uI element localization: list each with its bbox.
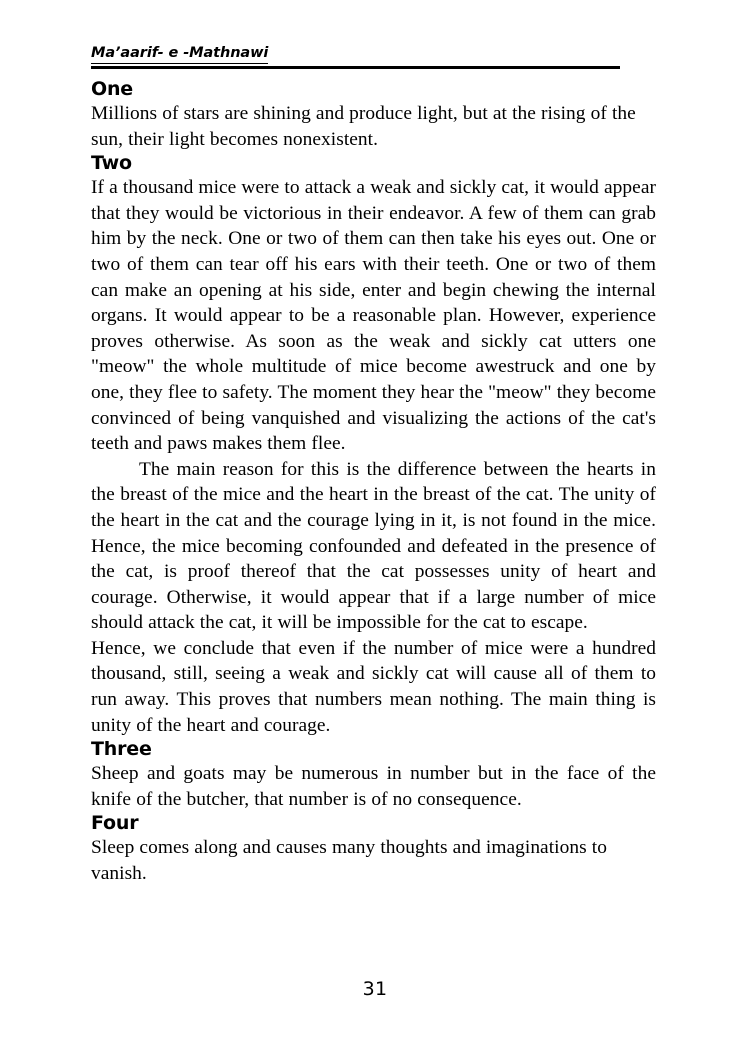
running-header-title: Ma’aarif- e -Mathnawi — [91, 45, 268, 64]
page-content — [91, 44, 656, 887]
section-heading-one: One — [91, 78, 133, 100]
section-heading-three: Three — [91, 738, 152, 761]
section-four-paragraph-1: Sleep comes along and causes many thoughts and imaginations to vanish. — [91, 837, 607, 885]
section-two-paragraph-3: Hence, we conclude that even if the number of mice were a hundred thousand, still, seeing a weak and sickly cat will cause all of them to run away. This proves that numbers mean nothing. The main thing is unity of the heart and courage. — [91, 637, 656, 736]
section-heading-four: Four — [91, 812, 139, 835]
section-one-paragraph-1: Millions of stars are shining and produce light, but at the rising of the sun, their light becomes nonexistent. — [91, 103, 636, 150]
page-number: 31 — [362, 978, 388, 1000]
section-three-paragraph-1: Sheep and goats may be numerous in number but in the face of the knife of the butcher, that number is of no consequence. — [91, 763, 656, 810]
section-heading-two: Two — [91, 152, 132, 175]
header-divider-rule — [91, 66, 620, 69]
section-two-paragraph-1: If a thousand mice were to attack a weak and sickly cat, it would appear that they would be victorious in their endeavor. A few of them can grab him by the neck. One or two of them can then take his eyes out. One or two of them can tear off his ears with their teeth. One or two of them can make an opening at his side, enter and begin chewing the internal organs. It would appear to be a reasonable plan. However, experience proves otherwise. As soon as the weak and sickly cat utters one "meow" the whole multitude of mice become awestruck and one by one, they flee to safety. The moment they hear the "meow" they become convinced of being vanquished and visualizing the actions of the cat's teeth and paws makes them flee. — [91, 177, 656, 455]
running-header — [91, 44, 656, 78]
section-two-paragraph-2: The main reason for this is the difference between the hearts in the breast of the mice and the heart in the breast of the cat. The unity of the heart in the cat and the courage lying in it, is not found in the mice. Hence, the mice becoming confounded and defeated in the presence of the cat, is proof thereof that the cat possesses unity of heart and courage. Otherwise, it would appear that if a large number of mice should attack the cat, it will be impossible for the cat to escape. — [91, 458, 656, 634]
